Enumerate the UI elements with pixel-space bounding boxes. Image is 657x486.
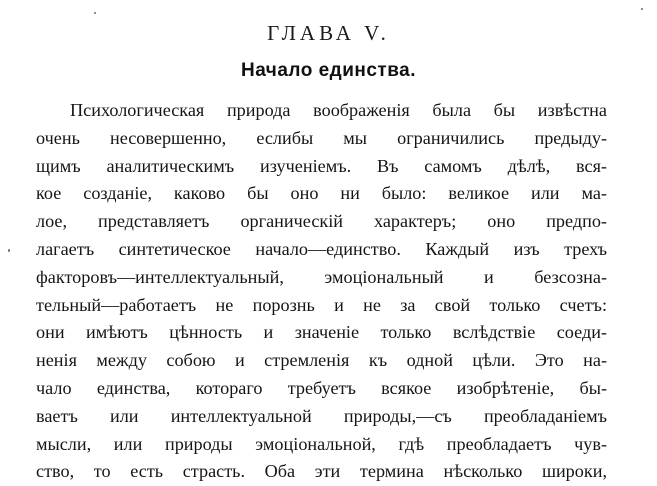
text-line: тельный—работаетъ не порознь и не за свой только счетъ: <box>36 294 607 315</box>
text-line: лое, представляетъ органическій характеръ; оно предпо- <box>36 211 607 232</box>
text-line: факторовъ—интеллектуальный, эмоціональный и безсозна- <box>36 266 607 287</box>
scan-speck <box>94 12 96 14</box>
scan-speck <box>8 249 10 252</box>
text-line: щимъ аналитическимъ изученіемъ. Въ самомъ дѣлѣ, вся- <box>36 155 607 176</box>
text-line: лагаетъ синтетическое начало—единство. Каждый изъ трехъ <box>36 238 607 259</box>
body-text <box>36 97 607 486</box>
chapter-title: Начало единства. <box>240 60 417 81</box>
text-line: очень несовершенно, еслибы мы ограничились предыду- <box>36 127 607 148</box>
text-line: мысли, или природы эмоціональной, гдѣ преобладаетъ чув- <box>36 433 607 454</box>
text-line: кое созданіе, каково бы оно ни было: великое или ма- <box>36 183 607 204</box>
text-line: ваетъ или интеллектуальной природы,—съ преобладаніемъ <box>36 405 607 426</box>
text-line: Психологическая природа воображенія была бы извѣстна <box>70 100 607 120</box>
text-line: ненія между собою и стремленія къ одной цѣли. Это на- <box>36 350 607 371</box>
text-line: они имѣютъ цѣнность и значеніе только вслѣдствіе соеди- <box>36 322 607 343</box>
scan-speck <box>641 8 643 10</box>
text-line: чало единства, котораго требуетъ всякое изобрѣтеніе, бы- <box>36 377 607 398</box>
text-line: ство, то есть страсть. Оба эти термина нѣсколько широки, <box>36 461 607 482</box>
chapter-heading: ГЛАВА V. <box>267 21 390 45</box>
